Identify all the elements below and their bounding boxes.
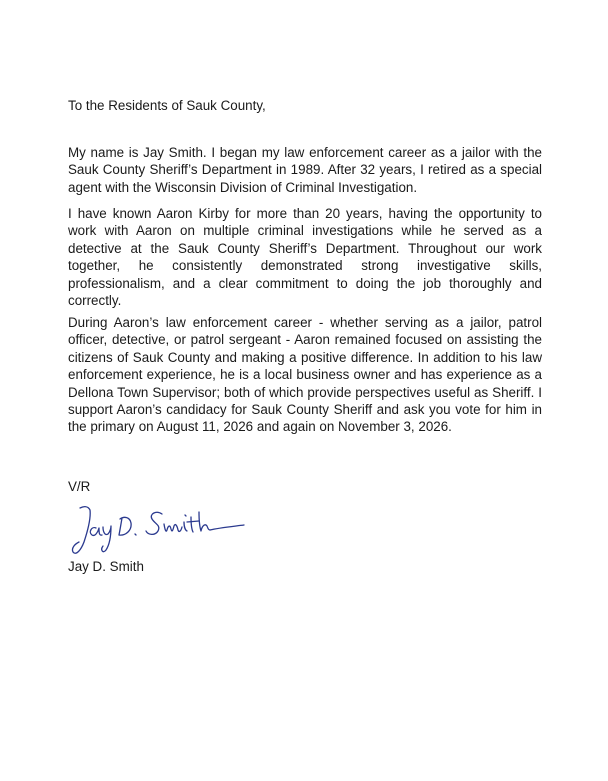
- paragraph-relationship: I have known Aaron Kirby for more than 20 years, having the opportunity to work with Aaron on multiple criminal investigations while he served as a detective at the Sauk County Sheriff’s Department. Throughout our work together, he consistently demonstrated strong investigative skills, professionalism, and a clear commitment to doing the job thoroughly and correctly.: [68, 206, 542, 309]
- closing: V/R: [68, 479, 91, 494]
- salutation: To the Residents of Sauk County,: [68, 98, 266, 113]
- paragraph-introduction: My name is Jay Smith. I began my law enforcement career as a jailor with the Sauk County Sheriff’s Department in 1989. After 32 years, I retired as a special agent with the Wisconsin Division of Criminal Investigation.: [68, 145, 542, 195]
- signer-name: Jay D. Smith: [68, 559, 144, 574]
- handwritten-signature: [66, 500, 246, 562]
- paragraph-endorsement: During Aaron’s law enforcement career - whether serving as a jailor, patrol officer, detective, or patrol sergeant - Aaron remained focused on assisting the citizens of Sauk County and making a positive difference. In addition to his law enforcement experience, he is a local business owner and has experience as a Dellona Town Supervisor; both of which provide perspectives useful as Sheriff. I support Aaron’s candidacy for Sauk County Sheriff and ask you vote for him in the primary on August 11, 2026 and again on November 3, 2026.: [68, 315, 542, 435]
